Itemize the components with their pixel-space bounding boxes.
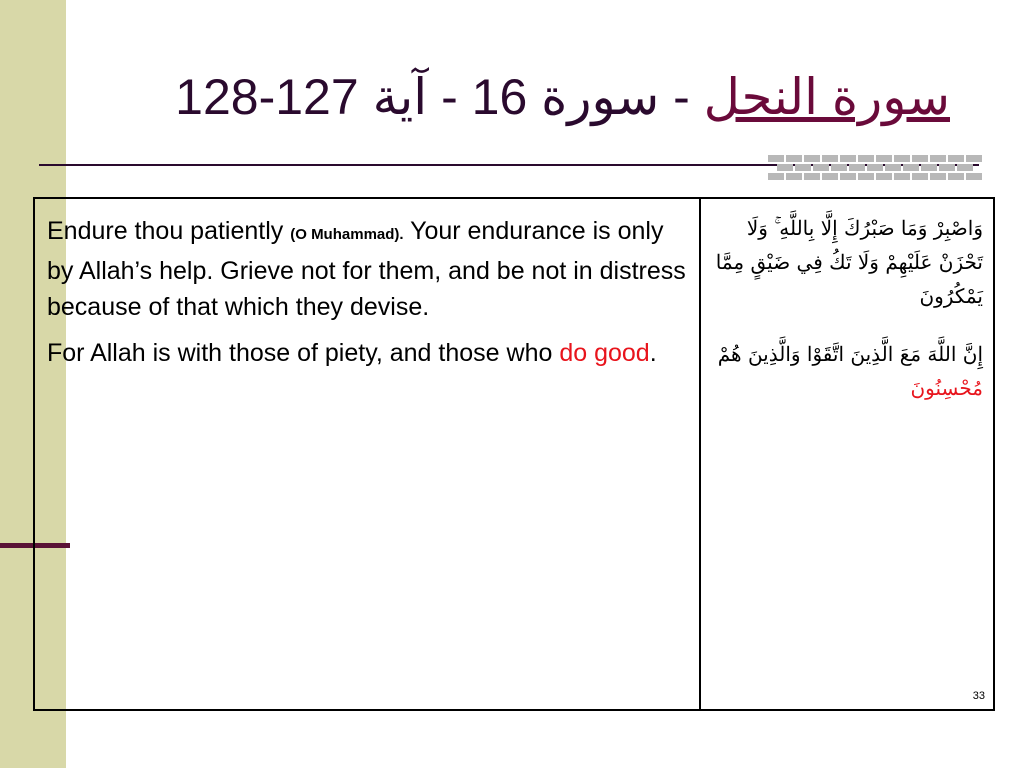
decorative-square — [930, 173, 946, 180]
arabic-verse-127: وَاصْبِرْ وَمَا صَبْرُكَ إِلَّا بِاللَّهِ ۚ وَلَا تَحْزَنْ عَلَيْهِمْ وَلَا تَكُ فِي ضَيْقٍ مِمَّا يَمْكُرُونَ — [715, 216, 983, 308]
decorative-square — [966, 173, 982, 180]
decorative-square — [912, 173, 928, 180]
decorative-square — [876, 155, 892, 162]
decorative-square — [849, 164, 865, 171]
english-translation-cell — [35, 199, 701, 709]
verse-table — [33, 197, 995, 711]
decorative-square — [768, 173, 784, 180]
decorative-square — [948, 173, 964, 180]
decorative-square — [876, 173, 892, 180]
decorative-square — [858, 173, 874, 180]
decorative-square — [948, 155, 964, 162]
decorative-square — [921, 164, 937, 171]
english-verse-128 — [47, 335, 687, 371]
decorative-square — [795, 164, 811, 171]
slide-title — [150, 62, 950, 132]
slide-title-rest: - سورة 16 - آية 127-128 — [175, 69, 704, 125]
decorative-square — [912, 155, 928, 162]
decorative-square — [786, 155, 802, 162]
decorative-square — [840, 173, 856, 180]
english-verse-127 — [47, 213, 687, 325]
decorative-square — [930, 155, 946, 162]
decorative-square — [768, 155, 784, 162]
decorative-square — [813, 164, 829, 171]
decorative-square — [777, 164, 793, 171]
decorative-square — [831, 164, 847, 171]
decorative-square — [804, 155, 820, 162]
arabic-text-cell — [701, 199, 993, 709]
decorative-square — [894, 173, 910, 180]
arabic-highlight: مُحْسِنُونَ — [910, 376, 983, 400]
decorative-square — [957, 164, 973, 171]
english-text: Endure thou patiently — [47, 217, 291, 245]
slide-number: 33 — [972, 690, 985, 702]
decorative-square — [966, 155, 982, 162]
arabic-verse-128 — [711, 337, 983, 405]
english-text: . — [649, 339, 657, 367]
decorative-square — [804, 173, 820, 180]
decorative-squares — [768, 155, 974, 179]
decorative-square — [822, 173, 838, 180]
english-parenthetical: (O Muhammad). — [290, 226, 404, 243]
decorative-square — [939, 164, 955, 171]
decorative-square — [903, 164, 919, 171]
english-text: For Allah is with those of piety, and those who — [47, 339, 560, 367]
decorative-square — [894, 155, 910, 162]
decorative-square — [885, 164, 901, 171]
decorative-square — [867, 164, 883, 171]
english-highlight: do good — [559, 339, 650, 367]
decorative-square — [840, 155, 856, 162]
decorative-square — [786, 173, 802, 180]
surah-name-link[interactable]: سورة النحل — [703, 69, 950, 125]
arabic-text: إِنَّ اللَّهَ مَعَ الَّذِينَ اتَّقَوْا وَالَّذِينَ هُمْ — [717, 342, 983, 366]
decorative-square — [858, 155, 874, 162]
decorative-square — [822, 155, 838, 162]
english-text: Your endurance is only by Allah’s help. Grieve not for them, and be not in distress because of that which they devise. — [47, 217, 686, 321]
